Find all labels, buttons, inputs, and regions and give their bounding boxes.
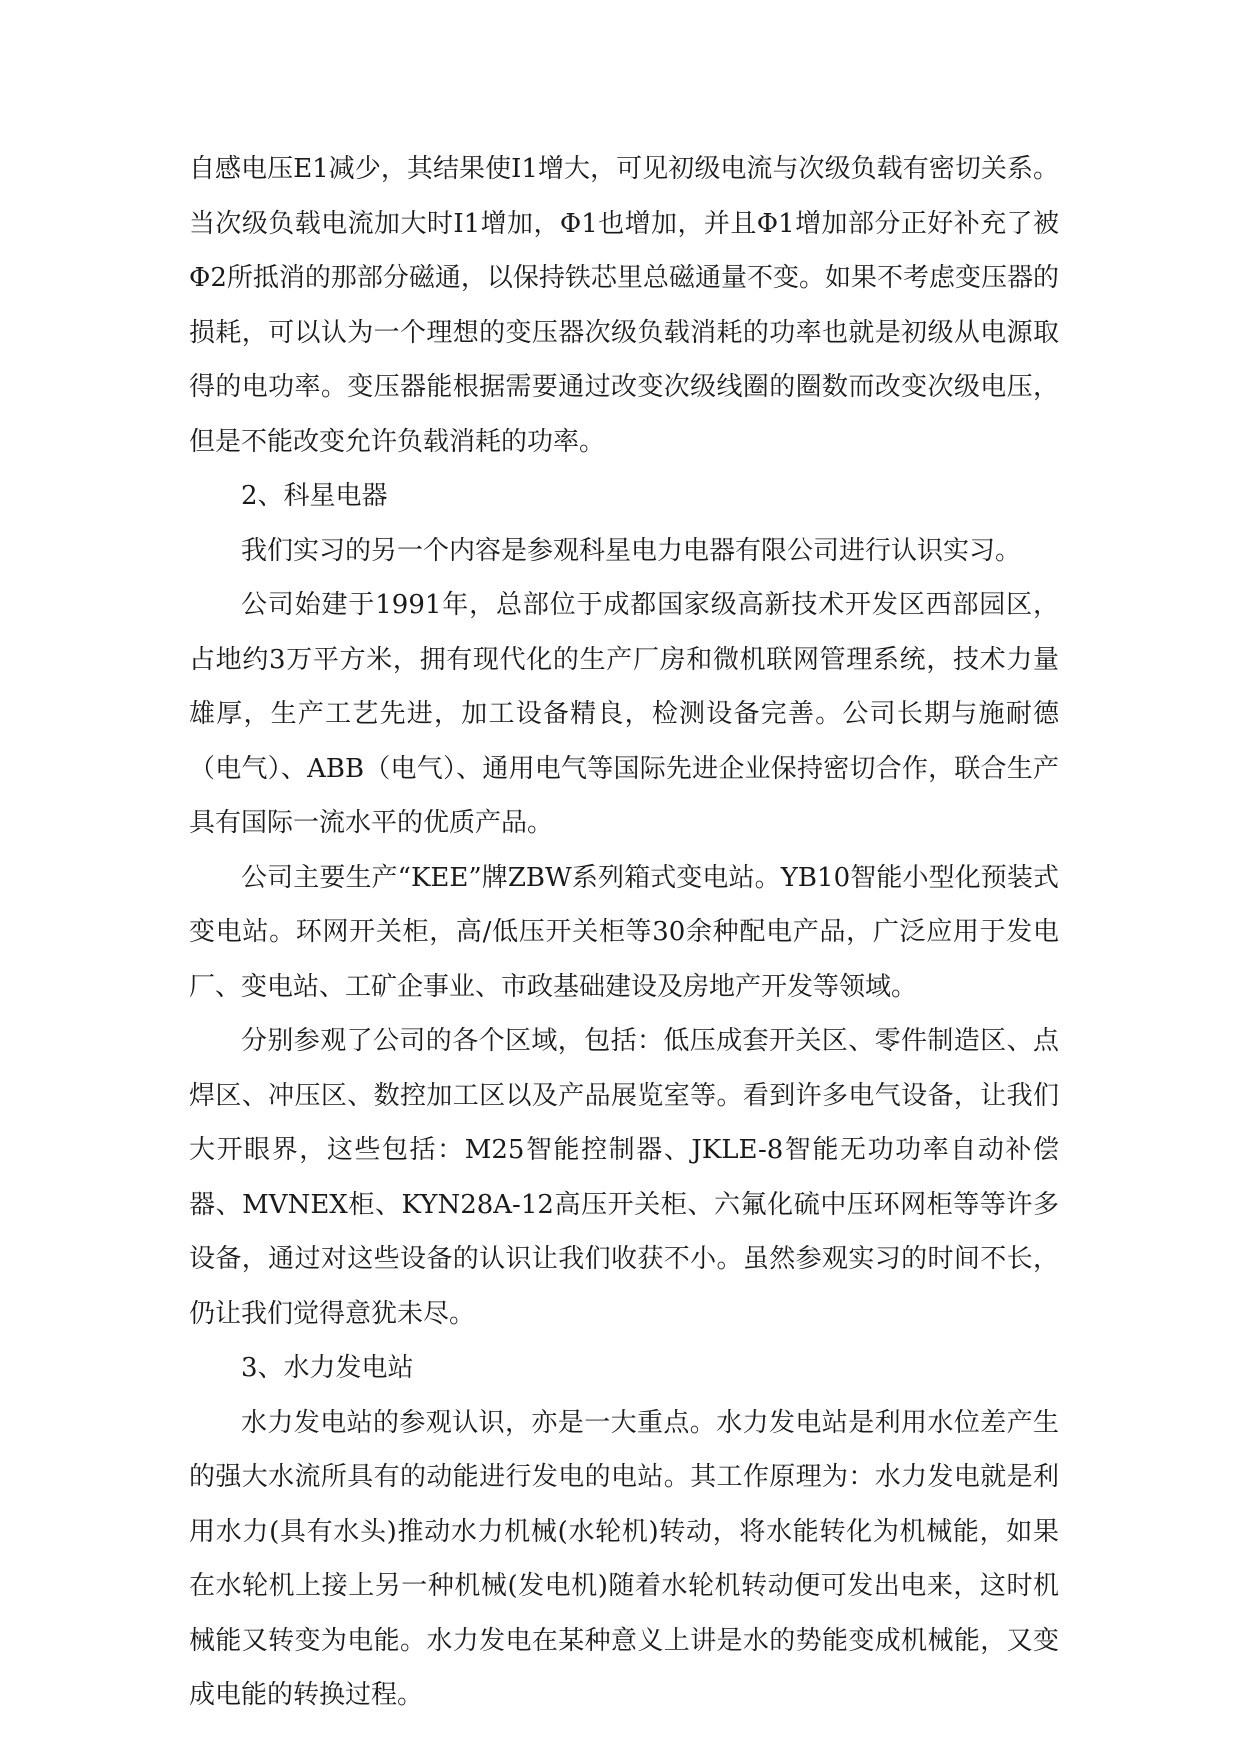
paragraph-hydropower-principle: 水力发电站的参观认识，亦是一大重点。水力发电站是利用水位差产生的强大水流所具有的动能进行发电的电站。其工作原理为：水力发电就是利用水力(具有水头)推动水力机械(水轮机)转动，将水能转化为机械能，如果在水轮机上接上另一种机械(发电机)随着水轮机转动便可发出电来，这时机械能又转变为电能。水力发电在某种意义上讲是水的势能变成机械能，又变成电能的转换过程。 [189,1407,1059,1710]
paragraph-visit-areas: 分别参观了公司的各个区域，包括：低压成套开关区、零件制造区、点焊区、冲压区、数控加工区以及产品展览室等。看到许多电气设备，让我们大开眼界，这些包括：M25智能控制器、JKLE-8智能无功功率自动补偿器、MVNEX柜、KYN28A-12高压开关柜、六氟化硫中压环网柜等等许多设备，通过对这些设备的认识让我们收获不小。虽然参观实习的时间不长，仍让我们觉得意犹未尽。 [189,1026,1059,1329]
section-heading-kexing: 2、科星电器 [241,481,388,511]
paragraph-company-history: 公司始建于1991年，总部位于成都国家级高新技术开发区西部园区，占地约3万平方米，拥有现代化的生产厂房和微机联网管理系统，技术力量雄厚，生产工艺先进，加工设备精良，检测设备完善。公司长期与施耐德（电气）、ABB（电气）、通用电气等国际先进企业保持密切合作，联合生产具有国际一流水平的优质产品。 [189,590,1059,838]
document-page [189,142,1059,1723]
paragraph-company-products: 公司主要生产“KEE”牌ZBW系列箱式变电站。YB10智能小型化预装式变电站。环网开关柜，高/低压开关柜等30余种配电产品，广泛应用于发电厂、变电站、工矿企事业、市政基础建设及房地产开发等领域。 [189,862,1059,1002]
paragraph-transformer-continued: 自感电压E1减少，其结果使I1增大，可见初级电流与次级负载有密切关系。当次级负载电流加大时I1增加，Φ1也增加，并且Φ1增加部分正好补充了被Φ2所抵消的那部分磁通，以保持铁芯里总磁通量不变。如果不考虑变压器的损耗，可以认为一个理想的变压器次级负载消耗的功率也就是初级从电源取得的电功率。变压器能根据需要通过改变次级线圈的圈数而改变次级电压，但是不能改变允许负载消耗的功率。 [189,154,1059,457]
paragraph-kexing-intro: 我们实习的另一个内容是参观科星电力电器有限公司进行认识实习。 [241,535,1022,566]
section-heading-hydropower: 3、水力发电站 [241,1353,414,1383]
